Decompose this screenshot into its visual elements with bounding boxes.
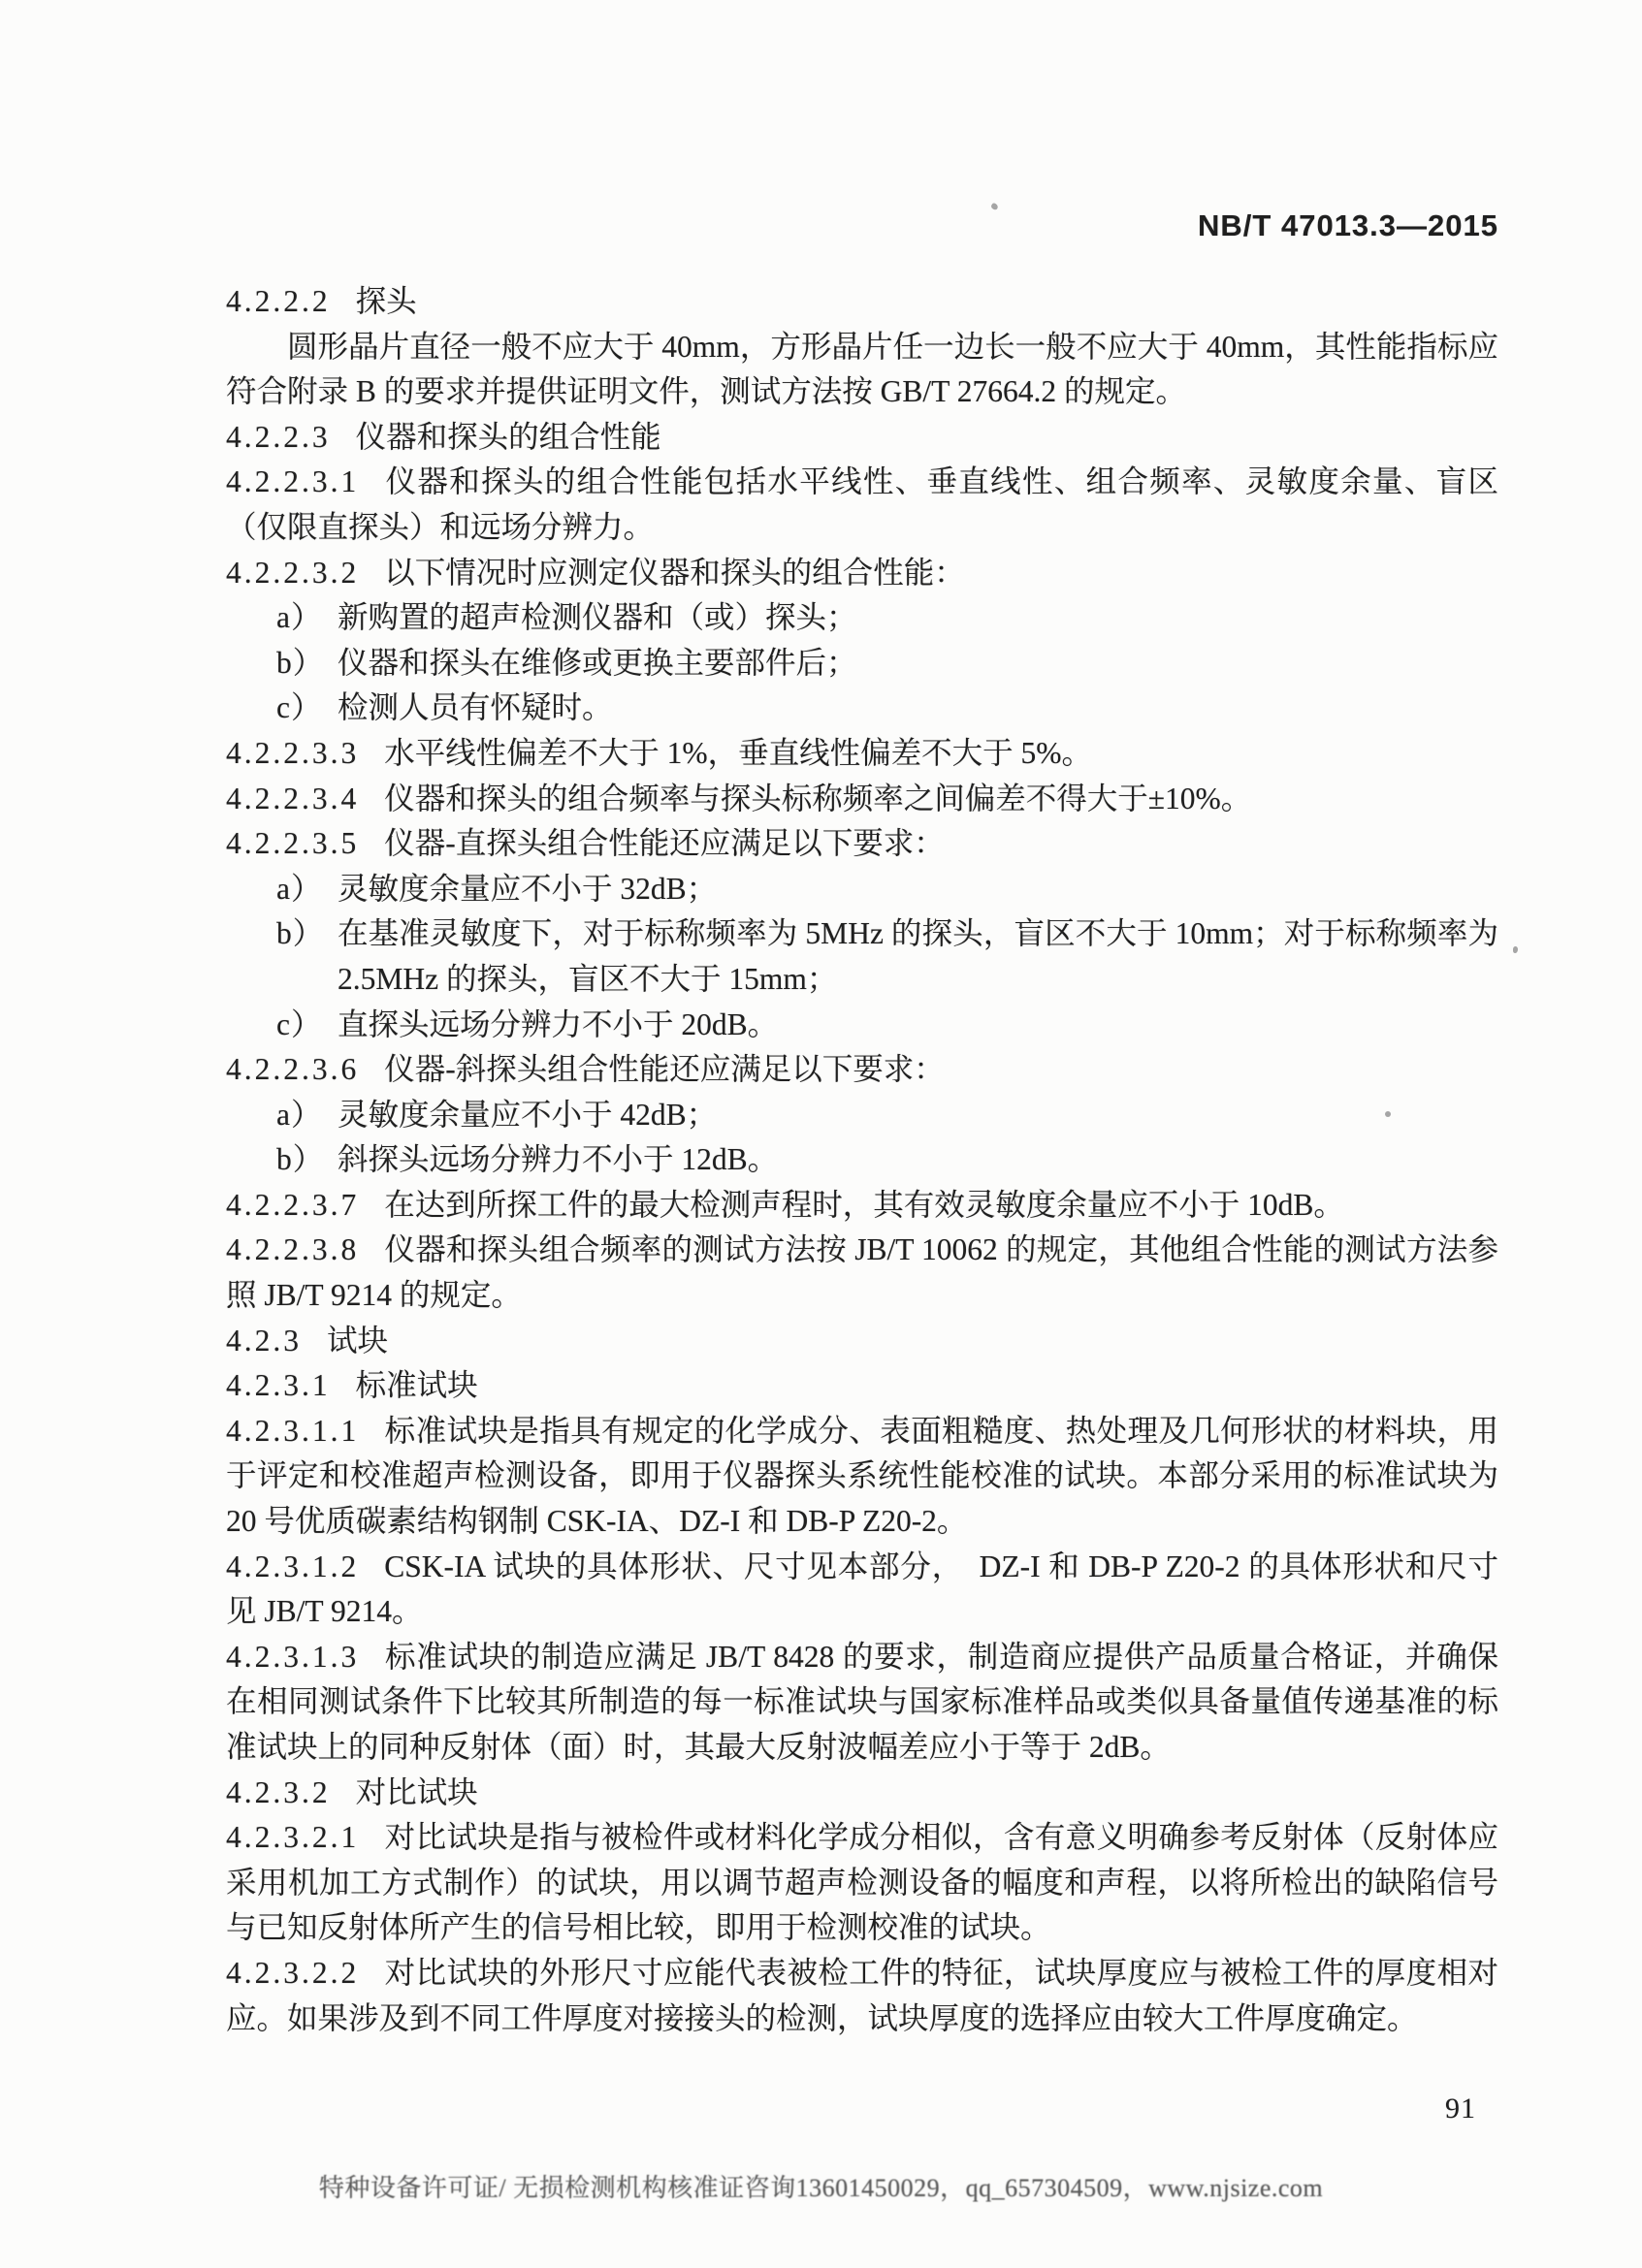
list-item-text: 直探头远场分辨力不小于 20dB。 — [338, 1006, 779, 1041]
list-item-text: 灵敏度余量应不小于 42dB； — [338, 1097, 718, 1132]
list-item — [226, 641, 1498, 687]
clause-paragraph — [226, 1545, 1498, 1635]
clause-text: 对比试块的外形尺寸应能代表被检工件的特征，试块厚度应与被检工件的厚度相对应。如果涉及到不同工件厚度对接接头的检测，试块厚度的选择应由较大工件厚度确定。 — [226, 1955, 1498, 2035]
list-item — [226, 595, 1498, 641]
list-item-marker: c） — [276, 690, 323, 725]
paragraph-text: 圆形晶片直径一般不应大于 40mm，方形晶片任一边长一般不应大于 40mm，其性能指标应符合附录 B 的要求并提供证明文件，测试方法按 GB/T 27664.2 的规定。 — [226, 329, 1498, 409]
clause-number: 4.2.3.1.3 — [226, 1639, 360, 1674]
list-item — [226, 1003, 1498, 1048]
clause-paragraph — [226, 1635, 1498, 1771]
clause-paragraph — [226, 460, 1498, 550]
clause-text: 仪器和探头的组合频率与探头标称频率之间偏差不得大于±10%。 — [384, 781, 1252, 815]
clause-text: 仪器-直探头组合性能还应满足以下要求： — [384, 826, 945, 861]
list-item-marker: b） — [276, 645, 325, 680]
scan-artifact-speck — [1513, 946, 1518, 953]
footer-watermark: 特种设备许可证/ 无损检测机构核准证咨询13601450029，qq_657304509，www.njsize.com — [318, 2174, 1324, 2202]
list-item-text: 仪器和探头在维修或更换主要部件后； — [338, 645, 857, 680]
clause-number: 4.2.3.1.1 — [226, 1413, 360, 1448]
list-item-text: 在基准灵敏度下，对于标称频率为 5MHz 的探头，盲区不大于 10mm；对于标称频率为 2.5MHz 的探头，盲区不大于 15mm； — [338, 916, 1498, 996]
clause-number: 4.2.2.3.3 — [226, 735, 360, 770]
clause-text: 以下情况时应测定仪器和探头的组合性能： — [384, 555, 965, 590]
clause-number: 4.2.3 — [226, 1323, 302, 1358]
clause-number: 4.2.3.1.2 — [226, 1549, 360, 1583]
clause-text: 仪器和探头组合频率的测试方法按 JB/T 10062 的规定，其他组合性能的测试方法参照 JB/T 9214 的规定。 — [226, 1232, 1498, 1313]
clause-number: 4.2.2.2 — [226, 284, 331, 318]
clause-text: 标准试块的制造应满足 JB/T 8428 的要求，制造商应提供产品质量合格证，并确保在相同测试条件下比较其所制造的每一标准试块与国家标准样品或类似具备量值传递基准的标准试块上的同种反射体（面）时，其最大反射波幅差应小于等于 2dB。 — [226, 1639, 1498, 1764]
list-item-text: 灵敏度余量应不小于 32dB； — [338, 871, 718, 906]
list-item-marker: b） — [276, 1142, 325, 1177]
clause-paragraph — [226, 1409, 1498, 1545]
clause-paragraph — [226, 1047, 1498, 1093]
clause-paragraph — [226, 1183, 1498, 1229]
scan-artifact-speck — [1385, 1111, 1391, 1117]
section-heading — [226, 279, 1498, 325]
list-item-text: 检测人员有怀疑时。 — [338, 690, 613, 725]
clause-text: 仪器和探头的组合性能包括水平线性、垂直线性、组合频率、灵敏度余量、盲区（仅限直探头）和远场分辨力。 — [226, 464, 1498, 544]
clause-text: CSK-IA 试块的具体形状、尺寸见本部分， DZ-I 和 DB-P Z20-2 的具体形状和尺寸见 JB/T 9214。 — [226, 1549, 1498, 1629]
standard-number-header: NB/T 47013.3—2015 — [1198, 208, 1498, 242]
clause-text: 水平线性偏差不大于 1%，垂直线性偏差不大于 5%。 — [384, 735, 1092, 770]
body-paragraph — [226, 325, 1498, 415]
clause-number: 4.2.2.3.7 — [226, 1187, 360, 1222]
clause-paragraph — [226, 777, 1498, 822]
list-item — [226, 1137, 1498, 1183]
clause-number: 4.2.2.3.6 — [226, 1052, 360, 1087]
list-item-marker: b） — [276, 916, 325, 951]
clause-number: 4.2.2.3.1 — [226, 464, 360, 499]
clause-text: 标准试块 — [355, 1368, 478, 1403]
clause-text: 仪器-斜探头组合性能还应满足以下要求： — [384, 1052, 945, 1087]
clause-paragraph — [226, 821, 1498, 867]
clause-number: 4.2.3.2.2 — [226, 1955, 360, 1990]
list-item — [226, 867, 1498, 912]
clause-number: 4.2.2.3 — [226, 419, 331, 454]
clause-text: 标准试块是指具有规定的化学成分、表面粗糙度、热处理及几何形状的材料块，用于评定和校准超声检测设备，即用于仪器探头系统性能校准的试块。本部分采用的标准试块为 20 号优质碳素结构钢制 CSK-IA、DZ-I 和 DB-P Z20-2。 — [226, 1413, 1498, 1539]
list-item-text: 斜探头远场分辨力不小于 12dB。 — [338, 1142, 779, 1177]
clause-number: 4.2.2.3.8 — [226, 1232, 360, 1267]
clause-paragraph — [226, 731, 1498, 777]
clause-paragraph — [226, 551, 1498, 596]
clause-number: 4.2.3.2.1 — [226, 1820, 360, 1855]
list-item-text: 新购置的超声检测仪器和（或）探头； — [338, 600, 857, 635]
clause-number: 4.2.2.3.4 — [226, 781, 360, 815]
clause-number: 4.2.3.2 — [226, 1774, 331, 1809]
clause-paragraph — [226, 1815, 1498, 1951]
clause-paragraph — [226, 1228, 1498, 1318]
clause-paragraph — [226, 1951, 1498, 2041]
clause-text: 对比试块 — [355, 1774, 478, 1809]
list-item-marker: c） — [276, 1006, 323, 1041]
clause-text: 探头 — [355, 284, 417, 318]
clause-number: 4.2.2.3.2 — [226, 555, 360, 590]
list-item — [226, 1093, 1498, 1138]
clause-number: 4.2.3.1 — [226, 1368, 331, 1403]
clause-number: 4.2.2.3.5 — [226, 826, 360, 861]
section-heading — [226, 415, 1498, 461]
section-heading — [226, 1319, 1498, 1364]
clause-text: 在达到所探工件的最大检测声程时，其有效灵敏度余量应不小于 10dB。 — [384, 1187, 1344, 1222]
list-item-marker: a） — [276, 871, 323, 906]
section-heading — [226, 1771, 1498, 1816]
list-item-marker: a） — [276, 1097, 323, 1132]
document-body — [226, 279, 1498, 2041]
page-number: 91 — [1445, 2092, 1476, 2124]
clause-text: 仪器和探头的组合性能 — [355, 419, 661, 454]
list-item-marker: a） — [276, 600, 323, 635]
clause-text: 对比试块是指与被检件或材料化学成分相似，含有意义明确参考反射体（反射体应采用机加工方式制作）的试块，用以调节超声检测设备的幅度和声程，以将所检出的缺陷信号与已知反射体所产生的信号相比较，即用于检测校准的试块。 — [226, 1820, 1498, 1945]
section-heading — [226, 1363, 1498, 1409]
clause-text: 试块 — [327, 1323, 389, 1358]
scan-artifact-speck — [990, 203, 999, 211]
list-item — [226, 686, 1498, 731]
list-item — [226, 911, 1498, 1002]
